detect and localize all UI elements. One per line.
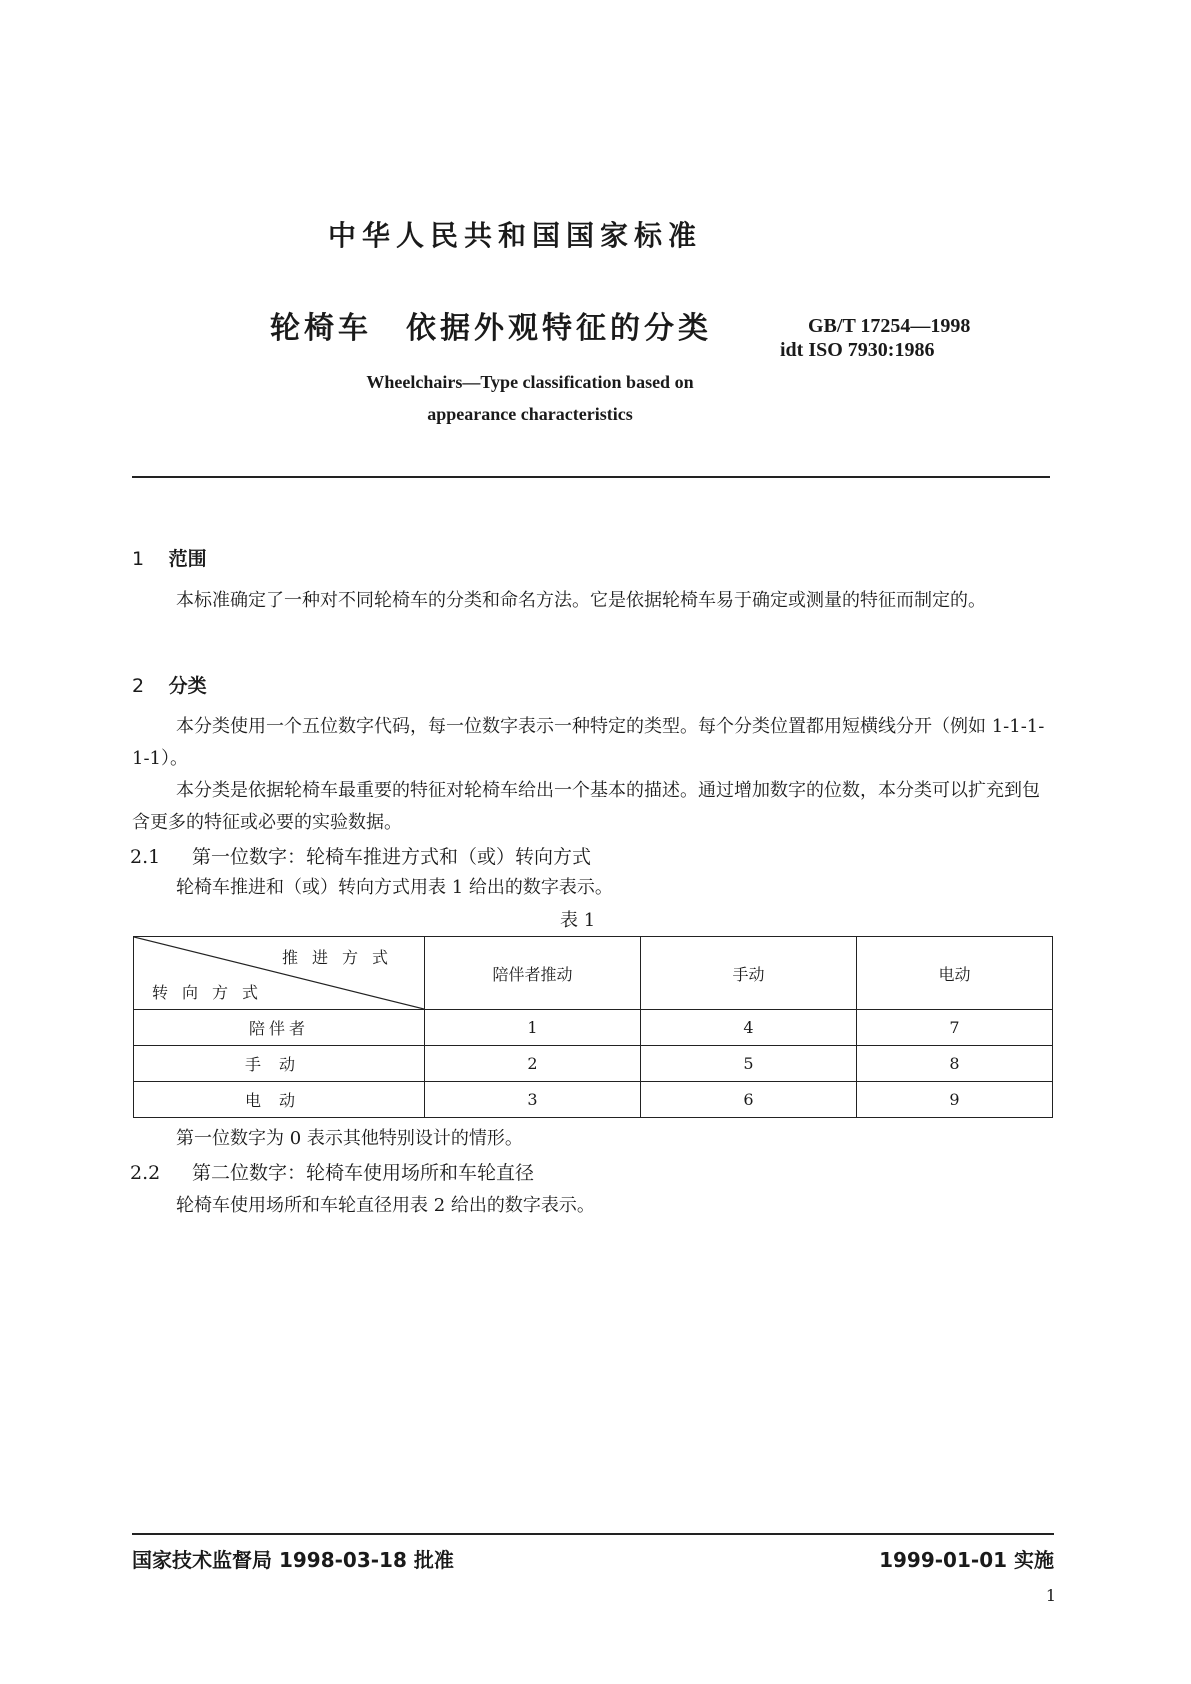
table-row	[134, 1046, 1053, 1082]
corner-label-propulsion: 推进方式	[281, 948, 402, 967]
section-2-heading	[132, 671, 207, 698]
section-number: 1	[132, 548, 145, 570]
row-label: 手动	[134, 1046, 425, 1082]
table-cell: 5	[641, 1046, 857, 1082]
approval-date: 国家技术监督局 1998-03-18 批准	[132, 1548, 454, 1572]
section-1-paragraph	[132, 585, 1052, 617]
section-2-paragraph-1	[132, 711, 1052, 775]
section-2-paragraph-2	[132, 775, 1052, 839]
section-title: 分类	[168, 675, 207, 697]
table-cell: 1	[425, 1010, 641, 1046]
table-cell: 2	[425, 1046, 641, 1082]
subsection-2-2-paragraph	[132, 1190, 1052, 1222]
paragraph-text: 本标准确定了一种对不同轮椅车的分类和命名方法。它是依据轮椅车易于确定或测量的特征而制定的。	[176, 590, 986, 611]
english-title	[260, 366, 800, 430]
table-1	[133, 936, 1053, 1118]
subsection-number: 2.1	[130, 846, 161, 868]
section-title: 范围	[168, 548, 207, 570]
paragraph-text: 本分类是依据轮椅车最重要的特征对轮椅车给出一个基本的描述。通过增加数字的位数，本分类可以扩充到包含更多的特征或必要的实验数据。	[132, 780, 1040, 833]
column-header: 手动	[641, 937, 857, 1010]
table-cell: 6	[641, 1082, 857, 1118]
footer-divider	[132, 1533, 1054, 1535]
table-corner-cell	[134, 937, 425, 1010]
subsection-title: 第二位数字：轮椅车使用场所和车轮直径	[192, 1162, 535, 1184]
corner-label-steering: 转向方式	[152, 983, 273, 1002]
column-header: 陪伴者推动	[425, 937, 641, 1010]
header-divider	[132, 476, 1050, 478]
page-number: 1	[1045, 1586, 1056, 1605]
paragraph-text: 轮椅车使用场所和车轮直径用表 2 给出的数字表示。	[176, 1195, 595, 1216]
subsection-title: 第一位数字：轮椅车推进方式和（或）转向方式	[192, 846, 592, 868]
subsection-2-1-paragraph	[132, 872, 1052, 904]
english-title-line2: appearance characteristics	[427, 404, 633, 424]
table-cell: 7	[857, 1010, 1053, 1046]
column-header: 电动	[857, 937, 1053, 1010]
table-cell: 4	[641, 1010, 857, 1046]
subsection-2-1-heading	[130, 842, 591, 869]
section-1-heading	[132, 544, 207, 571]
table-cell: 3	[425, 1082, 641, 1118]
row-label: 电动	[134, 1082, 425, 1118]
table-row	[134, 1082, 1053, 1118]
table-row	[134, 1010, 1053, 1046]
paragraph-text: 轮椅车推进和（或）转向方式用表 1 给出的数字表示。	[176, 877, 613, 898]
subsection-number: 2.2	[130, 1162, 161, 1184]
table-header-row	[134, 937, 1053, 1010]
row-label: 陪伴者	[134, 1010, 425, 1046]
section-number: 2	[132, 675, 145, 697]
table-cell: 8	[857, 1046, 1053, 1082]
standard-title: 中华人民共和国国家标准	[327, 219, 702, 252]
paragraph-text: 本分类使用一个五位数字代码，每一位数字表示一种特定的类型。每个分类位置都用短横线分开（例如 1-1-1-1-1）。	[132, 716, 1045, 769]
table-note	[132, 1123, 1052, 1155]
effective-date: 1999-01-01 实施	[879, 1548, 1054, 1572]
idt-reference: idt ISO 7930:1986	[780, 339, 935, 361]
table-cell: 9	[857, 1082, 1053, 1118]
document-title: 轮椅车 依据外观特征的分类	[270, 311, 712, 346]
subsection-2-2-heading	[130, 1158, 534, 1185]
standard-code: GB/T 17254—1998	[808, 315, 971, 337]
english-title-line1: Wheelchairs—Type classification based on	[366, 372, 694, 392]
paragraph-text: 第一位数字为 0 表示其他特别设计的情形。	[176, 1128, 523, 1149]
table-caption: 表 1	[560, 910, 596, 931]
